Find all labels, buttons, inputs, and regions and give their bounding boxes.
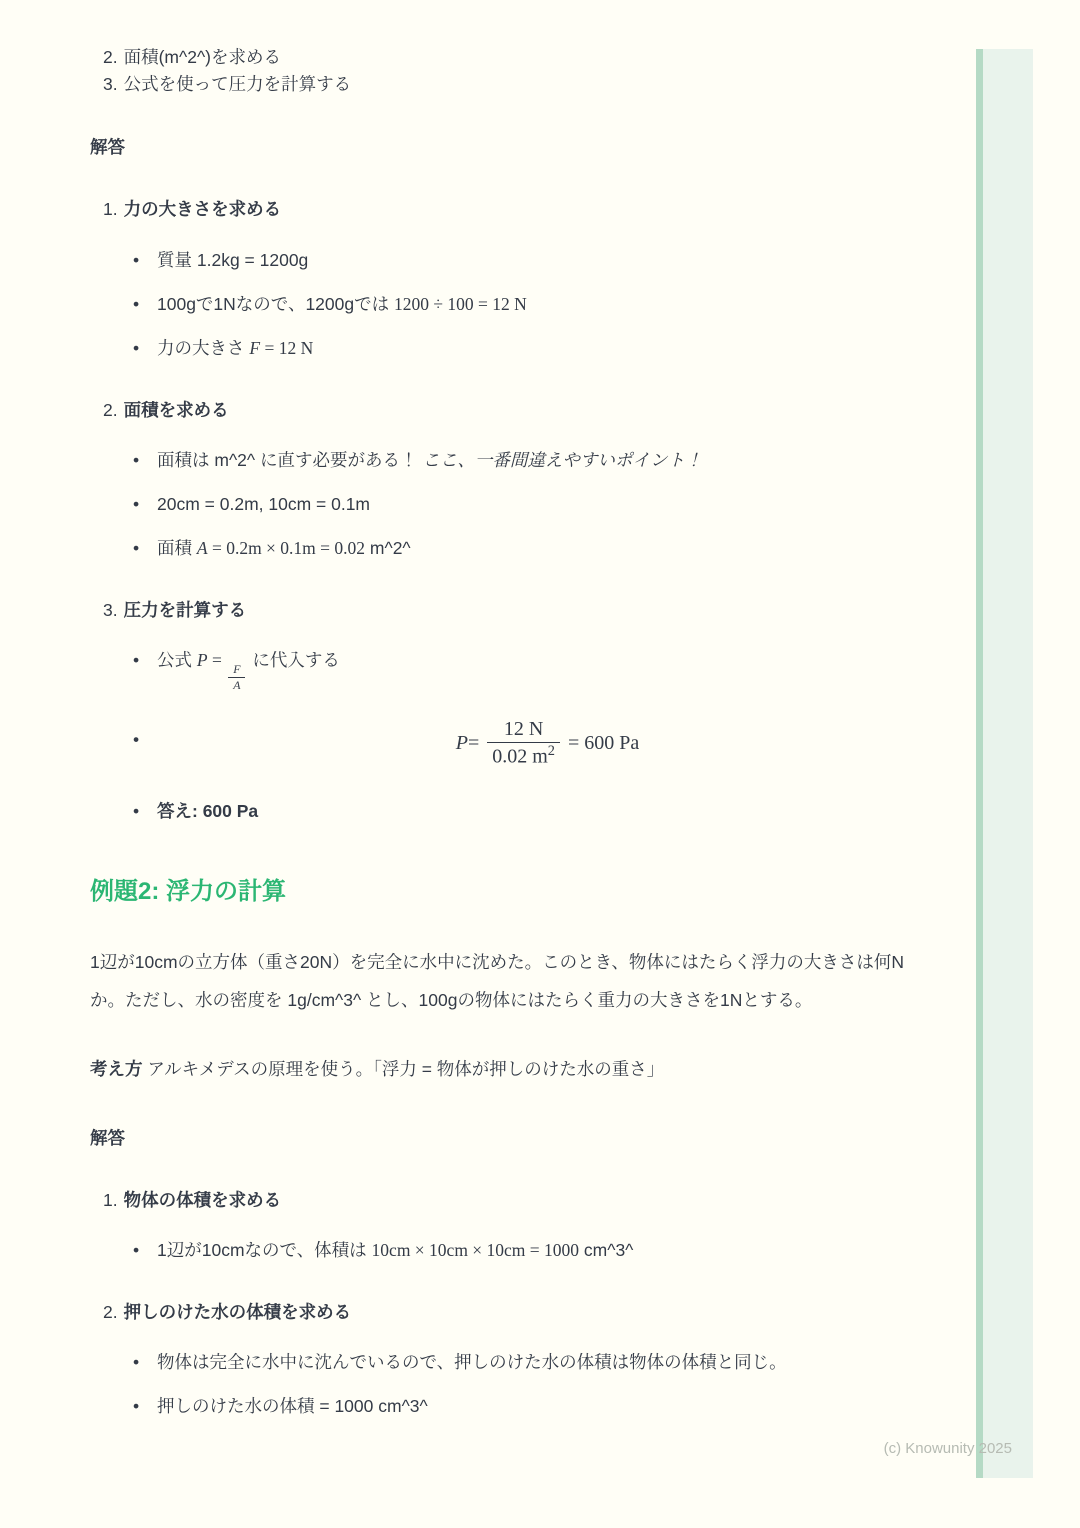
right-green-stripe — [976, 49, 1033, 1478]
bullet-item — [157, 243, 938, 278]
step-title: 力の大きさを求める — [123, 199, 282, 220]
step-title: 圧力を計算する — [123, 599, 247, 620]
approach-label: 考え方 — [90, 1059, 143, 1080]
text-segment: 1200 ÷ 100 = 12 N — [393, 293, 527, 314]
text-segment: 押しのけた水の体積 = 1000 cm^3^ — [157, 1395, 428, 1416]
numbered-item — [103, 44, 938, 71]
text-segment: A — [233, 678, 241, 693]
text-segment: P — [196, 649, 208, 670]
numbered-step — [103, 1299, 938, 1424]
text-segment: A — [196, 537, 208, 558]
text-segment: 公式 — [157, 649, 197, 670]
text-segment: = 0.2m × 0.1m = 0.02 — [207, 537, 366, 558]
numbered-step — [103, 1187, 938, 1268]
text-segment: 面積は m^2^ に直す必要がある！ — [157, 449, 423, 470]
numbered-step — [103, 397, 938, 566]
text-segment: : 600 Pa — [192, 800, 259, 821]
solution-steps-1 — [90, 196, 938, 828]
page-content — [90, 0, 938, 1455]
bullet-item — [157, 1345, 938, 1380]
step-heading — [103, 597, 938, 624]
step-number: 1. — [103, 1189, 118, 1210]
example2-heading: 例題2: 浮力の計算 — [90, 877, 287, 905]
example2-approach — [90, 1050, 938, 1088]
solution-label-1: 解答 — [90, 137, 125, 158]
text-segment: 2 — [547, 742, 555, 759]
text-segment: m^2^ — [365, 537, 411, 558]
step-title: 押しのけた水の体積を求める — [123, 1301, 352, 1322]
bullet-item — [157, 1389, 938, 1424]
text-segment: F — [249, 337, 261, 358]
step-title: 物体の体積を求める — [123, 1189, 282, 1210]
bullet-item — [157, 794, 938, 829]
bullet-list — [103, 1345, 938, 1424]
item-text: 公式を使って圧力を計算する — [123, 74, 352, 95]
numbered-step — [103, 597, 938, 829]
intro-step-list — [90, 44, 938, 98]
step-heading — [103, 397, 938, 424]
copyright-footer: (c) Knowunity 2025 — [883, 1440, 1012, 1457]
bullet-item — [157, 487, 938, 522]
text-segment: = 600 Pa — [567, 732, 640, 755]
text-segment: = — [207, 649, 227, 670]
solution-steps-2 — [90, 1187, 938, 1424]
text-segment: 物体は完全に水中に沈んでいるので、押しのけた水の体積は物体の体積と同じ。 — [157, 1351, 787, 1372]
text-segment: 答え — [157, 800, 192, 821]
step-heading — [103, 1299, 938, 1326]
step-number: 3. — [103, 599, 118, 620]
step-heading — [103, 196, 938, 223]
numbered-item — [103, 71, 938, 98]
bullet-list — [103, 243, 938, 366]
text-segment: 1辺が10cmなので、体積は — [157, 1239, 372, 1260]
item-number: 2. — [103, 47, 118, 67]
text-segment: に代入する — [247, 649, 340, 670]
step-heading — [103, 1187, 938, 1214]
step-number: 1. — [103, 199, 118, 220]
display-equation — [157, 702, 938, 785]
item-number: 3. — [103, 74, 118, 95]
bullet-item — [157, 531, 938, 566]
bullet-list — [103, 443, 938, 566]
step-number: 2. — [103, 1301, 118, 1322]
fraction — [228, 663, 245, 692]
solution-label-2: 解答 — [90, 1127, 125, 1148]
bullet-list — [103, 1233, 938, 1268]
text-segment: 0.02 m — [492, 745, 548, 768]
text-segment: = 12 N — [260, 337, 314, 358]
step-title: 面積を求める — [123, 399, 229, 420]
text-segment: 面積 — [157, 537, 197, 558]
bullet-item — [157, 331, 938, 366]
bullet-list — [103, 643, 938, 829]
fraction — [487, 717, 560, 770]
numbered-step — [103, 196, 938, 365]
equation-bullet — [157, 702, 938, 785]
text-segment: 20cm = 0.2m, 10cm = 0.1m — [157, 493, 371, 514]
bullet-item — [157, 443, 938, 478]
text-segment: 力の大きさ — [157, 337, 250, 358]
item-text: 面積(m^2^)を求める — [123, 47, 281, 67]
bullet-item — [157, 287, 938, 322]
example2-problem-text: 1辺が10cmの立方体（重さ20N）を完全に水中に沈めた。このとき、物体にはたらく浮力の大きさは何Nか。ただし、水の密度を 1g/cm^3^ とし、100gの物体にはたらく重力の大きさを1Nとする。 — [90, 952, 905, 1011]
text-segment: • P — [455, 732, 468, 755]
bullet-item — [157, 1233, 938, 1268]
text-segment: F — [233, 662, 241, 677]
text-segment: 100gで1Nなので、1200gでは — [157, 293, 394, 314]
text-segment: 質量 1.2kg = 1200g — [157, 249, 309, 270]
bullet-item — [157, 643, 938, 693]
text-segment: = — [467, 732, 480, 755]
text-segment: cm^3^ — [579, 1239, 634, 1260]
approach-text: アルキメデスの原理を使う。「浮力 = 物体が押しのけた水の重さ」 — [142, 1059, 665, 1080]
step-number: 2. — [103, 399, 118, 420]
text-segment: ここ、一番間違えやすいポイント！ — [422, 449, 703, 470]
text-segment: 10cm × 10cm × 10cm = 1000 — [371, 1239, 580, 1260]
text-segment: 12 N — [503, 717, 544, 740]
